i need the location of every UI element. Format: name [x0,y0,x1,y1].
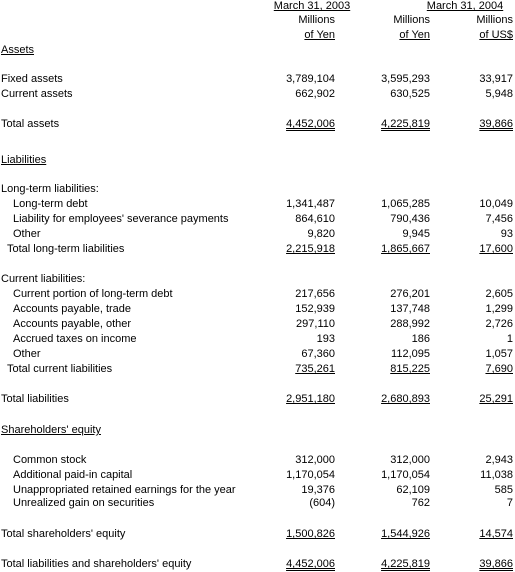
row-label-total-long-term-liabilities: Total long-term liabilities [7,243,125,255]
row-total-long-term-liabilities-v2004: 1,865,667 [381,243,430,255]
row-label-current-assets: Current assets [1,88,73,100]
row-long-term-debt-v2003: 1,341,487 [286,198,335,210]
row-unappropriated-retained-earnings-for-the-year-v2003: 19,376 [301,484,335,496]
row-label-additional-paid-in-capital: Additional paid-in capital [13,469,133,481]
row-label-unrealized-gain-on-securities: Unrealized gain on securities [13,497,155,509]
row-total-current-liabilities-v2003: 735,261 [295,363,335,375]
row-total-current-liabilities-v2004: 815,225 [390,363,430,375]
row-label-other: Other [13,348,41,360]
row-other-v2003: 9,820 [307,228,335,240]
row-label-current-liabilities: Current liabilities: [1,273,86,285]
row-common-stock-v2004: 312,000 [390,454,430,466]
row-label-total-current-liabilities: Total current liabilities [7,363,113,375]
row-current-portion-of-long-term-debt-v2003: 217,656 [295,288,335,300]
row-total-shareholders-equity-v2004: 1,544,926 [381,528,430,540]
row-current-portion-of-long-term-debt-usd: 2,605 [485,288,513,300]
row-total-liabilities-and-shareholders-equity-v2003: 4,452,006 [286,558,335,570]
row-unappropriated-retained-earnings-for-the-year-usd: 585 [494,484,513,496]
section-heading-shareholders-equity: Shareholders' equity [1,424,101,436]
row-unrealized-gain-on-securities-v2003: (604) [309,497,335,509]
row-accounts-payable-trade-v2004: 137,748 [390,303,430,315]
row-total-shareholders-equity-v2003: 1,500,826 [286,528,335,540]
row-current-assets-v2003: 662,902 [295,88,335,100]
row-label-common-stock: Common stock [13,454,87,466]
row-total-liabilities-v2003: 2,951,180 [286,393,335,405]
row-other-usd: 93 [500,228,513,240]
row-label-accounts-payable-trade: Accounts payable, trade [13,303,132,315]
row-label-liability-for-employees-severance-payments: Liability for employees' severance payments [13,213,229,225]
header-date-2004: March 31, 2004 [426,0,504,12]
row-accrued-taxes-on-income-v2003: 193 [316,333,335,345]
header-col-a-line2: of Yen [304,29,335,41]
row-total-long-term-liabilities-usd: 17,600 [479,243,513,255]
row-long-term-debt-usd: 10,049 [479,198,513,210]
row-total-shareholders-equity-usd: 14,574 [479,528,513,540]
header-col-c-line2: of US$ [479,29,513,41]
row-label-current-portion-of-long-term-debt: Current portion of long-term debt [13,288,173,300]
row-additional-paid-in-capital-v2004: 1,170,054 [381,469,430,481]
row-current-assets-usd: 5,948 [485,88,513,100]
row-label-long-term-debt: Long-term debt [13,198,88,210]
row-label-other: Other [13,228,41,240]
row-label-unappropriated-retained-earnings-for-the-year: Unappropriated retained earnings for the year [13,484,236,496]
row-total-long-term-liabilities-v2003: 2,215,918 [286,243,335,255]
row-total-assets-v2003: 4,452,006 [286,118,335,130]
row-other-v2003: 67,360 [301,348,335,360]
row-total-liabilities-and-shareholders-equity-usd: 39,866 [479,558,513,570]
row-label-total-liabilities: Total liabilities [1,393,69,405]
row-total-liabilities-usd: 25,291 [479,393,513,405]
row-label-total-liabilities-and-shareholders-equity: Total liabilities and shareholders' equity [1,558,192,570]
row-common-stock-usd: 2,943 [485,454,513,466]
row-accounts-payable-trade-usd: 1,299 [485,303,513,315]
row-current-portion-of-long-term-debt-v2004: 276,201 [390,288,430,300]
header-col-a-line1: Millions [298,14,335,26]
section-heading-liabilities: Liabilities [1,154,47,166]
row-accrued-taxes-on-income-v2004: 186 [411,333,430,345]
row-fixed-assets-v2003: 3,789,104 [286,73,335,85]
row-label-total-shareholders-equity: Total shareholders' equity [1,528,126,540]
row-total-current-liabilities-usd: 7,690 [485,363,513,375]
row-label-long-term-liabilities: Long-term liabilities: [1,183,99,195]
row-total-liabilities-and-shareholders-equity-v2004: 4,225,819 [381,558,430,570]
row-other-v2004: 112,095 [391,348,430,360]
section-heading-assets: Assets [1,44,35,56]
row-long-term-debt-v2004: 1,065,285 [381,198,430,210]
row-accrued-taxes-on-income-usd: 1 [506,333,513,345]
header-col-b-line1: Millions [393,14,430,26]
row-additional-paid-in-capital-v2003: 1,170,054 [286,469,335,481]
row-liability-for-employees-severance-payments-v2003: 864,610 [295,213,335,225]
row-label-accounts-payable-other: Accounts payable, other [13,318,132,330]
row-accounts-payable-other-usd: 2,726 [485,318,513,330]
header-col-b-line2: of Yen [399,29,430,41]
row-liability-for-employees-severance-payments-v2004: 790,436 [390,213,430,225]
row-other-v2004: 9,945 [402,228,430,240]
row-additional-paid-in-capital-usd: 11,038 [480,469,513,481]
row-liability-for-employees-severance-payments-usd: 7,456 [485,213,513,225]
row-total-assets-usd: 39,866 [479,118,513,130]
row-label-accrued-taxes-on-income: Accrued taxes on income [13,333,137,345]
row-total-assets-v2004: 4,225,819 [381,118,430,130]
header-col-c-line1: Millions [476,14,513,26]
row-unrealized-gain-on-securities-usd: 7 [506,497,513,509]
row-label-total-assets: Total assets [1,118,60,130]
row-current-assets-v2004: 630,525 [390,88,430,100]
row-unappropriated-retained-earnings-for-the-year-v2004: 62,109 [396,484,430,496]
row-other-usd: 1,057 [485,348,513,360]
row-total-liabilities-v2004: 2,680,893 [381,393,430,405]
row-accounts-payable-trade-v2003: 152,939 [295,303,335,315]
header-date-2003: March 31, 2003 [273,0,351,12]
row-label-fixed-assets: Fixed assets [1,73,63,85]
row-accounts-payable-other-v2003: 297,110 [296,318,335,330]
row-fixed-assets-usd: 33,917 [479,73,513,85]
row-accounts-payable-other-v2004: 288,992 [390,318,430,330]
row-common-stock-v2003: 312,000 [295,454,335,466]
row-fixed-assets-v2004: 3,595,293 [381,73,430,85]
row-unrealized-gain-on-securities-v2004: 762 [411,497,430,509]
